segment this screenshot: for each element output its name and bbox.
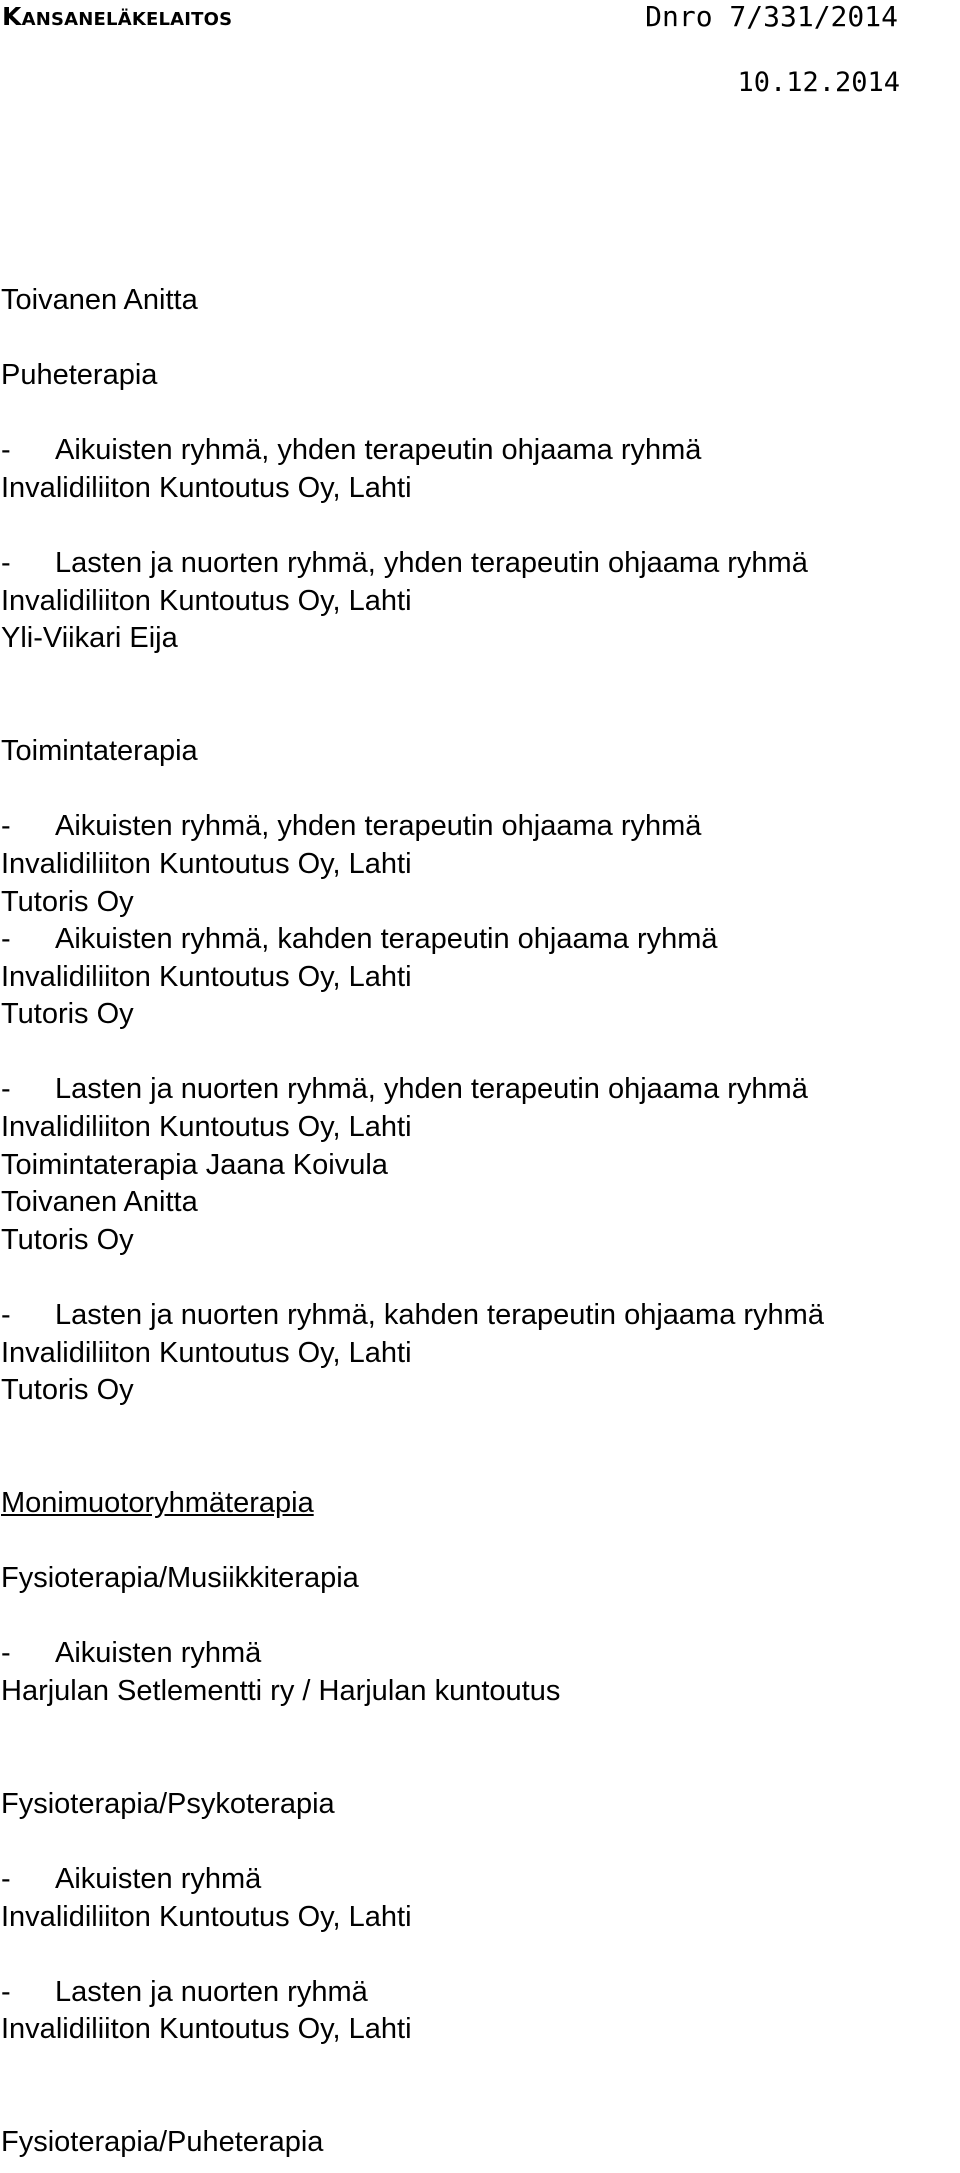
blank-line — [0, 1598, 958, 1636]
dash-bullet: - — [1, 1975, 11, 2008]
blank-line — [0, 658, 958, 696]
text-line — [0, 733, 958, 771]
text-line — [0, 1673, 958, 1711]
line-text: Aikuisten ryhmä, kahden terapeutin ohjaama ryhmä — [55, 923, 718, 956]
line-text: Lasten ja nuorten ryhmä, kahden terapeutin ohjaama ryhmä — [55, 1299, 824, 1332]
line-text: Fysioterapia/Puheterapia — [1, 2126, 324, 2159]
blank-line — [0, 508, 958, 546]
line-text: Invalidiliiton Kuntoutus Oy, Lahti — [1, 1111, 412, 1144]
line-text: Invalidiliiton Kuntoutus Oy, Lahti — [1, 471, 412, 504]
text-line — [0, 1109, 958, 1147]
line-text: Lasten ja nuorten ryhmä, yhden terapeutin ohjaama ryhmä — [55, 1073, 808, 1106]
blank-line — [0, 1936, 958, 1974]
text-line — [0, 884, 958, 922]
blank-line — [0, 1447, 958, 1485]
text-line — [0, 1335, 958, 1373]
text-line — [0, 357, 958, 395]
line-text: Puheterapia — [1, 359, 158, 392]
line-text: Tutoris Oy — [1, 1374, 134, 1407]
text-line — [0, 996, 958, 1034]
list-item — [0, 1071, 958, 1109]
blank-line — [0, 1034, 958, 1072]
line-text: Fysioterapia/Psykoterapia — [1, 1787, 335, 1820]
list-item — [0, 1974, 958, 2012]
dash-bullet: - — [1, 434, 11, 467]
text-line — [0, 282, 958, 320]
text-line — [0, 1485, 958, 1523]
text-line — [0, 583, 958, 621]
line-text: Invalidiliiton Kuntoutus Oy, Lahti — [1, 1336, 412, 1369]
text-line — [0, 959, 958, 997]
dash-bullet: - — [1, 923, 11, 956]
blank-line — [0, 696, 958, 734]
blank-line — [0, 320, 958, 358]
line-text: Invalidiliiton Kuntoutus Oy, Lahti — [1, 1900, 412, 1933]
text-line — [0, 1786, 958, 1824]
list-item — [0, 1635, 958, 1673]
text-line — [0, 1372, 958, 1410]
line-text: Lasten ja nuorten ryhmä — [55, 1975, 368, 2008]
dash-bullet: - — [1, 1637, 11, 1670]
blank-line — [0, 2049, 958, 2087]
document-date: 10.12.2014 — [737, 67, 900, 98]
blank-line — [0, 1823, 958, 1861]
line-text: Aikuisten ryhmä — [55, 1862, 262, 1895]
organization-name: Kansaneläkelaitos — [2, 2, 233, 31]
line-text: Aikuisten ryhmä, yhden terapeutin ohjaama ryhmä — [55, 810, 702, 843]
line-text: Fysioterapia/Musiikkiterapia — [1, 1562, 359, 1595]
text-line — [0, 1899, 958, 1937]
line-text: Yli-Viikari Eija — [1, 622, 178, 655]
blank-line — [0, 1711, 958, 1749]
dash-bullet: - — [1, 547, 11, 580]
line-text: Toimintaterapia Jaana Koivula — [1, 1148, 388, 1181]
list-item — [0, 921, 958, 959]
document-header — [0, 0, 960, 110]
blank-line — [0, 1259, 958, 1297]
line-text: Invalidiliiton Kuntoutus Oy, Lahti — [1, 960, 412, 993]
blank-line — [0, 1748, 958, 1786]
text-line — [0, 1184, 958, 1222]
text-line — [0, 1147, 958, 1185]
list-item — [0, 545, 958, 583]
text-line — [0, 1560, 958, 1598]
dash-bullet: - — [1, 1073, 11, 1106]
line-text: Harjulan Setlementti ry / Harjulan kuntoutus — [1, 1674, 561, 1707]
line-text: Tutoris Oy — [1, 1223, 134, 1256]
blank-line — [0, 1410, 958, 1448]
document-body — [0, 282, 958, 2162]
text-line — [0, 2124, 958, 2162]
line-text: Aikuisten ryhmä — [55, 1637, 262, 1670]
text-line — [0, 2011, 958, 2049]
blank-line — [0, 2087, 958, 2125]
dash-bullet: - — [1, 810, 11, 843]
line-text: Invalidiliiton Kuntoutus Oy, Lahti — [1, 2013, 412, 2046]
line-text: Monimuotoryhmäterapia — [1, 1487, 314, 1519]
list-item — [0, 1297, 958, 1335]
blank-line — [0, 395, 958, 433]
text-line — [0, 620, 958, 658]
text-line — [0, 846, 958, 884]
line-text: Aikuisten ryhmä, yhden terapeutin ohjaama ryhmä — [55, 434, 702, 467]
document-number: Dnro 7/331/2014 — [645, 0, 898, 33]
dash-bullet: - — [1, 1862, 11, 1895]
line-text: Invalidiliiton Kuntoutus Oy, Lahti — [1, 584, 412, 617]
list-item — [0, 808, 958, 846]
text-line — [0, 1222, 958, 1260]
line-text: Toivanen Anitta — [1, 284, 198, 316]
line-text: Tutoris Oy — [1, 885, 134, 918]
blank-line — [0, 771, 958, 809]
line-text: Lasten ja nuorten ryhmä, yhden terapeutin ohjaama ryhmä — [55, 547, 808, 580]
dash-bullet: - — [1, 1299, 11, 1332]
list-item — [0, 1861, 958, 1899]
line-text: Toivanen Anitta — [1, 1186, 198, 1219]
line-text: Invalidiliiton Kuntoutus Oy, Lahti — [1, 847, 412, 880]
line-text: Tutoris Oy — [1, 998, 134, 1031]
line-text: Toimintaterapia — [1, 735, 198, 768]
text-line — [0, 470, 958, 508]
blank-line — [0, 1523, 958, 1561]
list-item — [0, 432, 958, 470]
